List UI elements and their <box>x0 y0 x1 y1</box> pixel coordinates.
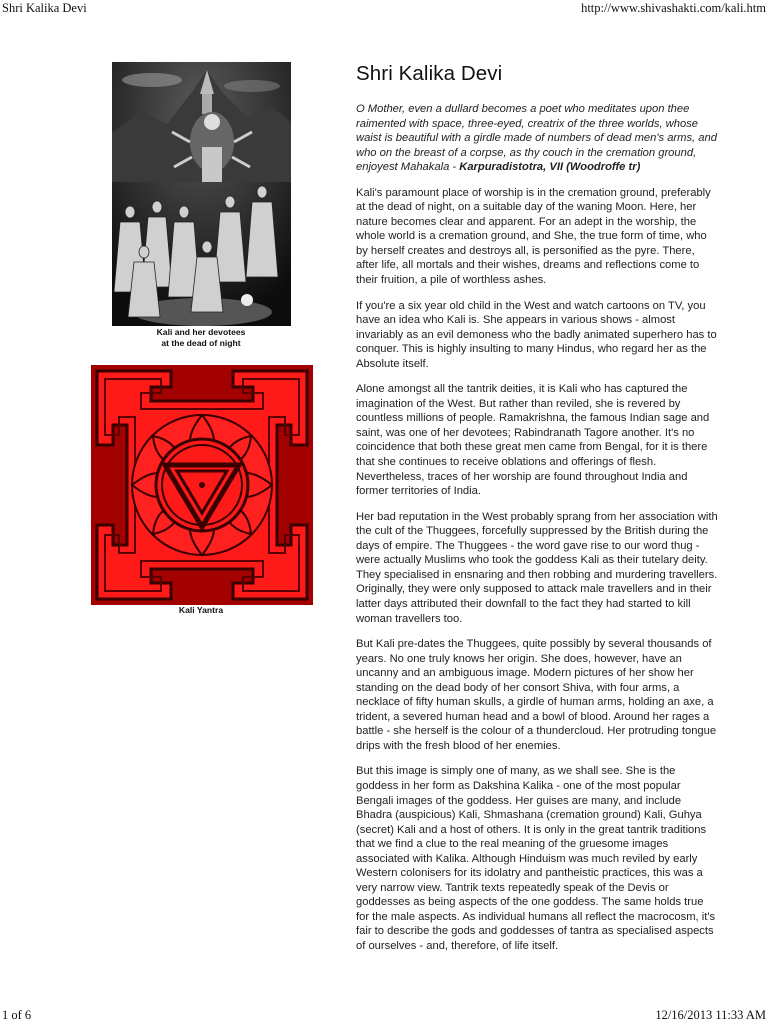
paragraph: Alone amongst all the tantrik deities, it is Kali who has captured the imagination of the West. But rather than reviled, she is revered by countless millions of people. Ramakrishna, the famous Indian sage and saint, was one of her devotees; Rabindranath Tagore another. It's no coincidence that both these great men came from Bengal, for it is there that she continues to receive oblations and offerings of flesh. Nevertheless, traces of her worship are found throughout India and former territories of India. <box>356 383 710 498</box>
kali-devotees-painting <box>112 62 291 326</box>
header-url[interactable]: http://www.shivashakti.com/kali.htm <box>581 1 766 15</box>
paragraph: But this image is simply one of many, as we shall see. She is the goddess in her form as Dakshina Kalika - one of the most popular Bengali images of the goddess. Her guises are many, and include Bhadra (auspicious) Kali, Shmashana (cremation ground) Kali, Guhya (secret) Kali and a host of others. It is only in the great tantrik traditions that we find a clue to the real meaning of the gruesome images associated with Kalika. Although Hinduism was much reviled by early Western colonisers for its idolatry and pantheistic practices, this was a very narrow view. Tantrik texts repeatedly speak of the Devis or goddesses as being aspects of the one goddess. The same holds true for the male aspects. As individual humans all reflect the macrocosm, it's fair to describe the gods and goddesses of tantra as specialised aspects of ourselves - and, therefore, of life itself. <box>356 765 716 952</box>
article-body <box>356 60 718 965</box>
header-page-title: Shri Kalika Devi <box>2 1 87 15</box>
quote-source: Karpuradistotra, VII (Woodroffe tr) <box>459 161 641 174</box>
painting-illustration <box>112 62 291 326</box>
paragraph: But Kali pre-dates the Thuggees, quite possibly by several thousands of years. No one truly knows her origin. She does, however, have an uncanny and an ambiguous image. Modern pictures of her show her standing on the dead body of her consort Shiva, with four arms, a necklace of fifty human skulls, a girdle of human arms, holding an axe, a trident, a severed human head and a bowl of blood. Around her rages a battle - she herself is the colour of a thundercloud. Her protruding tongue drips with the fresh blood of her enemies. <box>356 638 717 752</box>
paragraph: If you're a six year old child in the West and watch cartoons on TV, you have an idea who Kali is. She appears in various shows - almost invariably as an evil demoness who the badly animated superhero has to conquer. This is highly insulting to many Hindus, who regard her as the Absolute itself. <box>356 299 717 370</box>
paragraph: Kali's paramount place of worship is in the cremation ground, preferably at the dead of night, on a suitable day of the waning Moon. Here, her nature becomes clear and apparent. For an adept in the worship, the whole world is a cremation ground, and She, the true form of time, who by herself creates and destroys all, is personified as the pyre. There, after life, all mortals and their wishes, dreams and reflections come to their fruition, a pile of worthless ashes. <box>356 186 711 287</box>
article-title: Shri Kalika Devi <box>356 62 503 85</box>
yantra-caption: Kali Yantra <box>178 605 224 615</box>
kali-yantra-image <box>91 365 313 605</box>
print-datetime: 12/16/2013 11:33 AM <box>655 1008 766 1022</box>
painting-caption: Kali and her devotees at the dead of night <box>156 327 246 348</box>
opening-quote: O Mother, even a dullard becomes a poet who meditates upon thee raimented with space, three-eyed, creatrix of the three worlds, whose waist is beautiful with a girdle made of numbers of dead men's arms, and who on the breast of a corpse, as thy couch in the cremation ground, enjoyest Mahakala - Karpuradistotra, VII (Woodroffe tr) <box>356 103 717 174</box>
yantra-illustration <box>91 365 313 605</box>
paragraph: Her bad reputation in the West probably sprang from her association with the cult of the Thuggees, forcefully suppressed by the British during the days of empire. The Thuggees - the word gave rise to our word thug - were actually Muslims who took the goddess Kali as their tutelary deity. They specialised in ensnaring and then robbing and murdering travellers. Originally, they were only supposed to attack male travellers and in their latter days attributed their downfall to the fact they had started to kill woman travellers too. <box>356 510 718 625</box>
browser-print-header <box>0 0 768 18</box>
page-counter: 1 of 6 <box>2 1008 32 1022</box>
